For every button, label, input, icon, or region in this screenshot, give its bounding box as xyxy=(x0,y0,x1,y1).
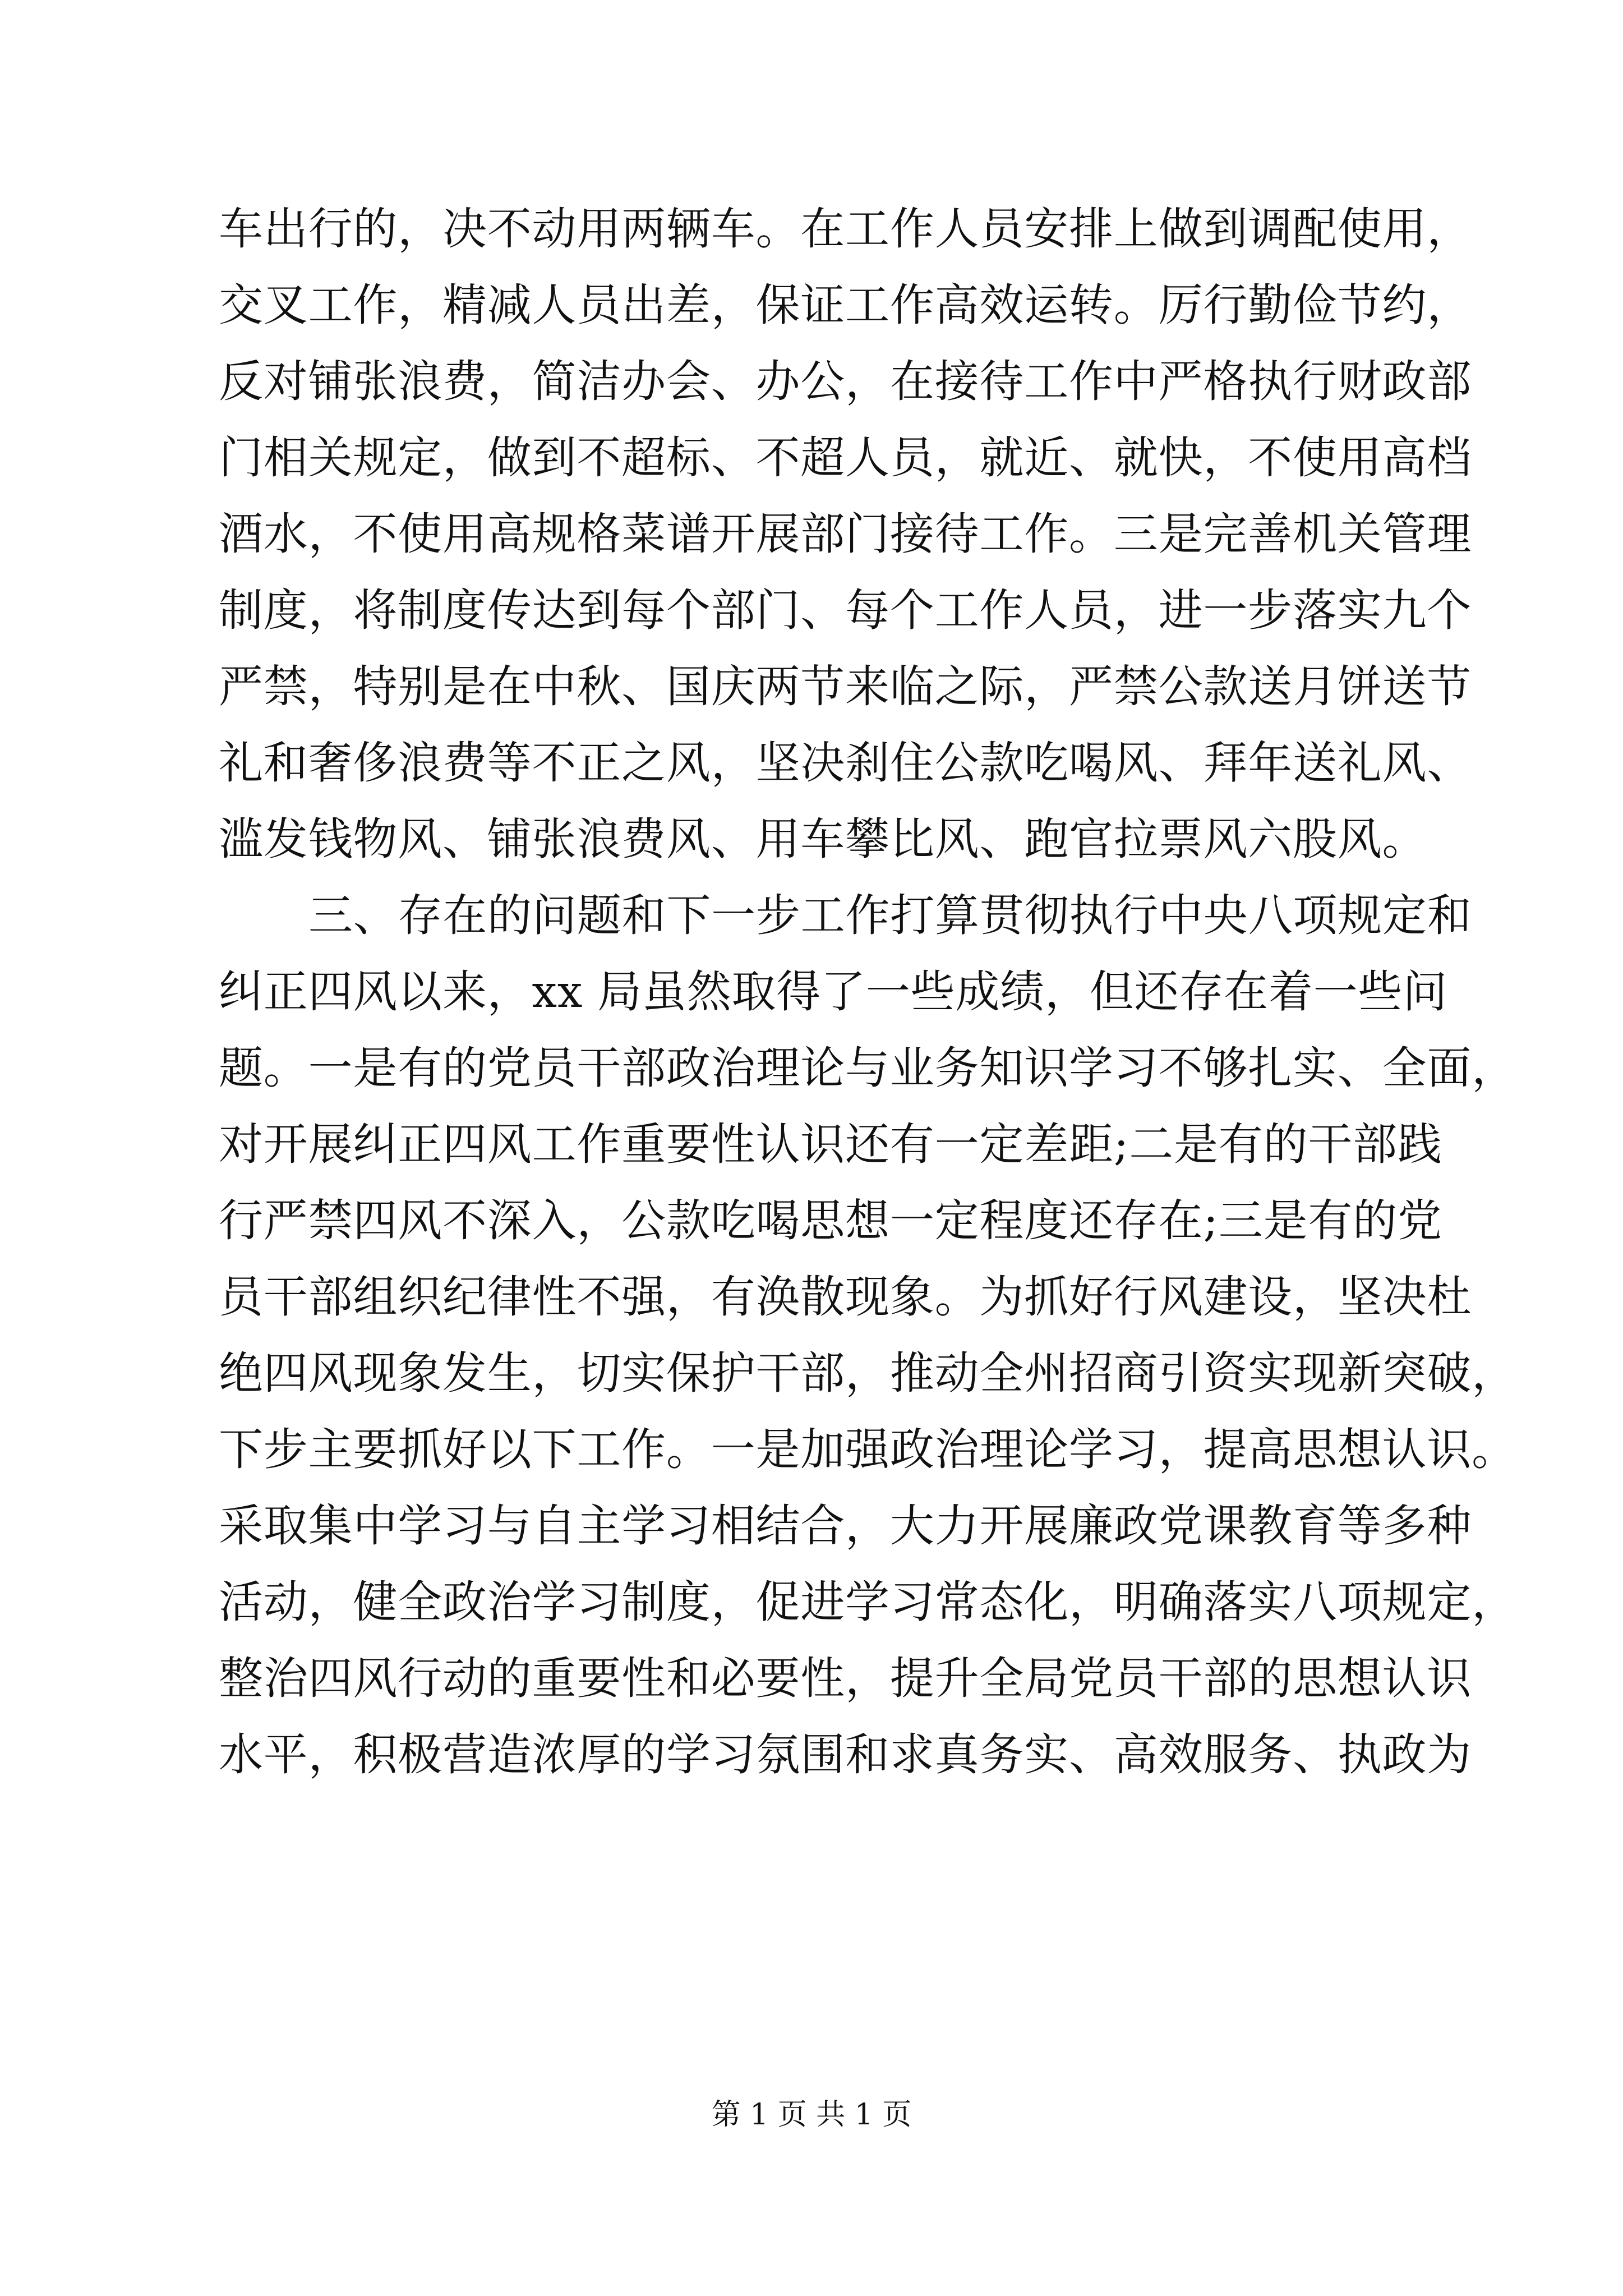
text-line: 下步主要抓好以下工作。一是加强政治理论学习，提高思想认识。 xyxy=(219,1424,1516,1475)
text-line: 行严禁四风不深入，公款吃喝思想一定程度还存在;三是有的党 xyxy=(219,1195,1442,1246)
page-number: 第 1 页 共 1 页 xyxy=(711,2098,912,2132)
text-line: 严禁，特别是在中秋、国庆两节来临之际，严禁公款送月饼送节 xyxy=(219,661,1472,712)
text-line: 门相关规定，做到不超标、不超人员，就近、就快，不使用高档 xyxy=(219,432,1472,484)
page-footer xyxy=(0,2095,1623,2134)
text-line: 整治四风行动的重要性和必要性，提升全局党员干部的思想认识 xyxy=(219,1653,1472,1704)
text-line: 酒水，不使用高规格菜谱开展部门接待工作。三是完善机关管理 xyxy=(219,508,1472,560)
body-text xyxy=(219,191,1516,1793)
text-line: 制度，将制度传达到每个部门、每个工作人员，进一步落实九个 xyxy=(219,585,1472,636)
text-line: 对开展纠正四风工作重要性认识还有一定差距;二是有的干部践 xyxy=(219,1119,1442,1170)
text-line: 交叉工作，精减人员出差，保证工作高效运转。厉行勤俭节约， xyxy=(219,279,1472,331)
text-line: 反对铺张浪费，简洁办会、办公，在接待工作中严格执行财政部 xyxy=(219,356,1472,407)
text-line: 礼和奢侈浪费等不正之风，坚决刹住公款吃喝风、拜年送礼风、 xyxy=(219,737,1472,789)
text-line: 纠正四风以来，xx 局虽然取得了一些成绩，但还存在着一些问 xyxy=(219,966,1448,1018)
text-line: 车出行的，决不动用两辆车。在工作人员安排上做到调配使用， xyxy=(219,203,1472,255)
text-line: 绝四风现象发生，切实保护干部，推动全州招商引资实现新突破， xyxy=(219,1347,1516,1399)
section-heading-line: 三、存在的问题和下一步工作打算贯彻执行中央八项规定和 xyxy=(308,890,1472,941)
text-line: 题。一是有的党员干部政治理论与业务知识学习不够扎实、全面， xyxy=(219,1042,1516,1094)
text-line: 员干部组织纪律性不强，有涣散现象。为抓好行风建设，坚决杜 xyxy=(219,1271,1472,1323)
text-line: 活动，健全政治学习制度，促进学习常态化，明确落实八项规定， xyxy=(219,1576,1516,1628)
text-line: 水平，积极营造浓厚的学习氛围和求真务实、高效服务、执政为 xyxy=(219,1729,1472,1780)
text-line: 采取集中学习与自主学习相结合，大力开展廉政党课教育等多种 xyxy=(219,1500,1472,1552)
text-line: 滥发钱物风、铺张浪费风、用车攀比风、跑官拉票风六股风。 xyxy=(219,813,1427,865)
